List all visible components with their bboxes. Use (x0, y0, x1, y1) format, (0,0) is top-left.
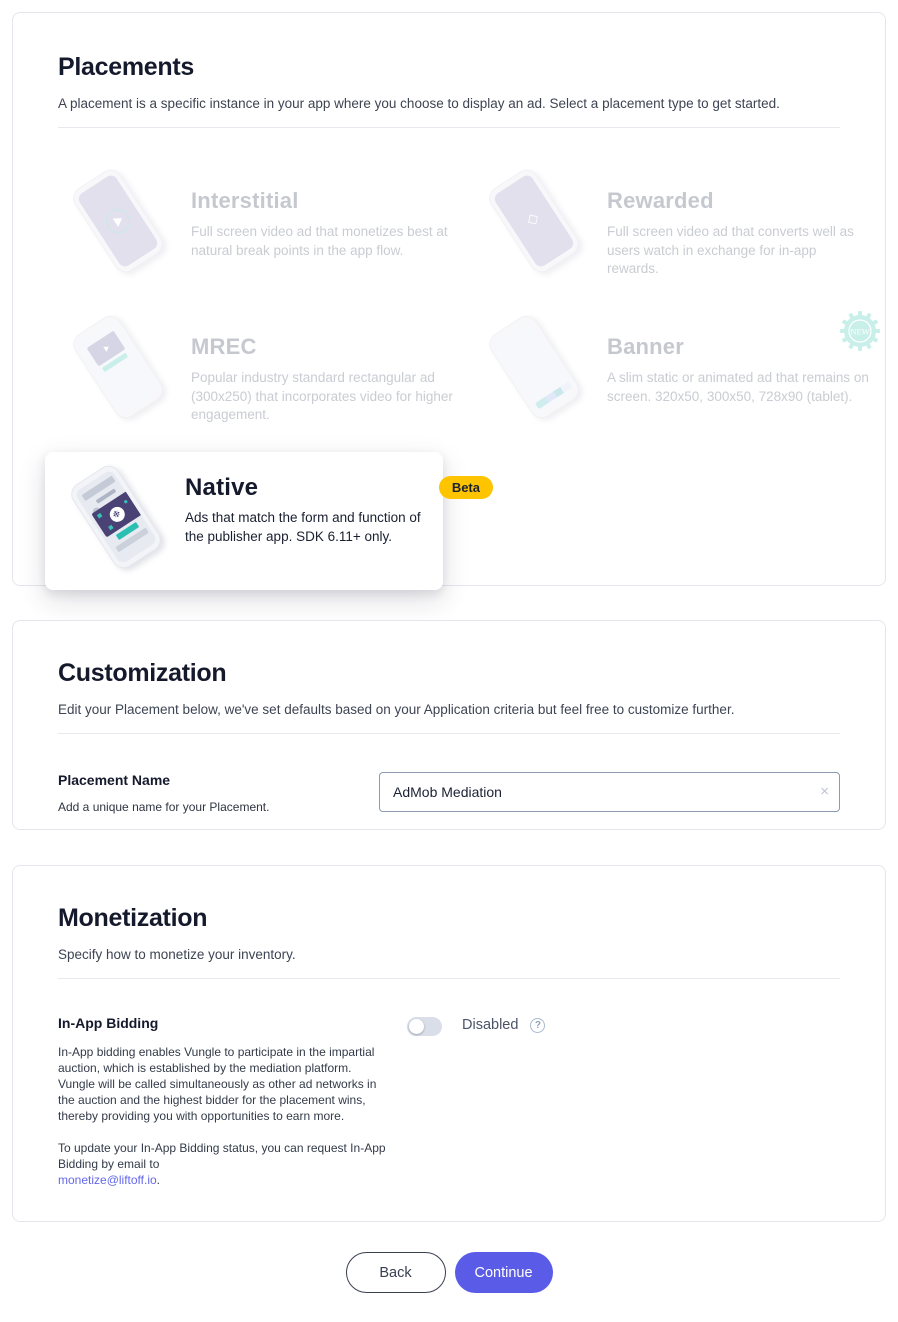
in-app-bidding-label: In-App Bidding (58, 1015, 159, 1031)
placement-options-grid (13, 128, 885, 590)
monetization-card (12, 865, 886, 1222)
option-description: Full screen video ad that monetizes best at natural break points in the app flow. (191, 224, 448, 258)
option-description: Ads that match the form and function of the publisher app. SDK 6.11+ only. (185, 510, 421, 544)
option-description: A slim static or animated ad that remains on screen. 320x50, 300x50, 728x90 (tablet). (607, 370, 869, 404)
option-description: Popular industry standard rectangular ad (300x250) that incorporates video for higher engagement. (191, 370, 453, 422)
aperture-icon: ❉ (106, 504, 127, 525)
mrec-phone-illustration (61, 316, 173, 426)
svg-text:NEW: NEW (850, 326, 870, 337)
in-app-bidding-update-text: To update your In-App Bidding status, you can request In-App Bidding by email to monetize@liftoff.io. (58, 1141, 386, 1187)
native-phone-illustration (59, 466, 171, 576)
gem-icon: ◇ (522, 208, 542, 229)
clear-input-icon[interactable]: × (820, 783, 829, 800)
option-title: Rewarded (607, 188, 714, 213)
customization-title: Customization (58, 659, 227, 687)
rewarded-phone-illustration (477, 170, 589, 280)
in-app-bidding-description: In-App bidding enables Vungle to participate in the impartial auction, which is established by the mediation platform. Vungle will be called simultaneously as other ad networks in the auction and the highest bidder for the placement wins, thereby providing you with opportunities to earn more. (58, 1045, 377, 1123)
interstitial-phone-illustration (61, 170, 173, 280)
placements-title: Placements (58, 53, 194, 81)
customization-subtitle: Edit your Placement below, we've set defaults based on your Application criteria but feel free to customize further. (58, 702, 735, 717)
placement-option-rewarded[interactable] (477, 170, 869, 288)
play-icon (101, 204, 134, 237)
back-button[interactable]: Back (346, 1252, 446, 1293)
in-app-bidding-toggle[interactable] (407, 1017, 442, 1036)
monetization-subtitle: Specify how to monetize your inventory. (58, 947, 296, 962)
placement-name-input[interactable] (379, 772, 840, 812)
help-icon[interactable]: ? (530, 1018, 545, 1033)
option-title: MREC (191, 334, 257, 359)
monetization-title: Monetization (58, 904, 208, 932)
placement-option-banner[interactable] (477, 316, 869, 434)
option-title: Interstitial (191, 188, 299, 213)
placement-option-native[interactable] (45, 452, 480, 590)
banner-phone-illustration (477, 316, 589, 426)
option-title: Banner (607, 334, 684, 359)
option-description: Full screen video ad that converts well as users watch in exchange for in-app rewards. (607, 224, 854, 276)
monetize-email-link[interactable]: monetize@liftoff.io (58, 1173, 157, 1187)
banner-ad-strip (535, 382, 572, 410)
placements-subtitle: A placement is a specific instance in your app where you choose to display an ad. Select a placement type to get started. (58, 96, 780, 111)
placement-option-interstitial[interactable] (61, 170, 453, 288)
beta-badge: Beta (439, 476, 493, 499)
placement-name-help: Add a unique name for your Placement. (58, 800, 270, 814)
footer-actions (0, 1252, 898, 1293)
placement-option-mrec[interactable] (61, 316, 453, 434)
option-title: Native (185, 474, 259, 501)
placement-name-label: Placement Name (58, 772, 171, 788)
new-badge-icon (839, 310, 881, 352)
placements-card (12, 12, 886, 586)
customization-card (12, 620, 886, 830)
continue-button[interactable]: Continue (455, 1252, 553, 1293)
toggle-state-label: Disabled (462, 1017, 519, 1033)
